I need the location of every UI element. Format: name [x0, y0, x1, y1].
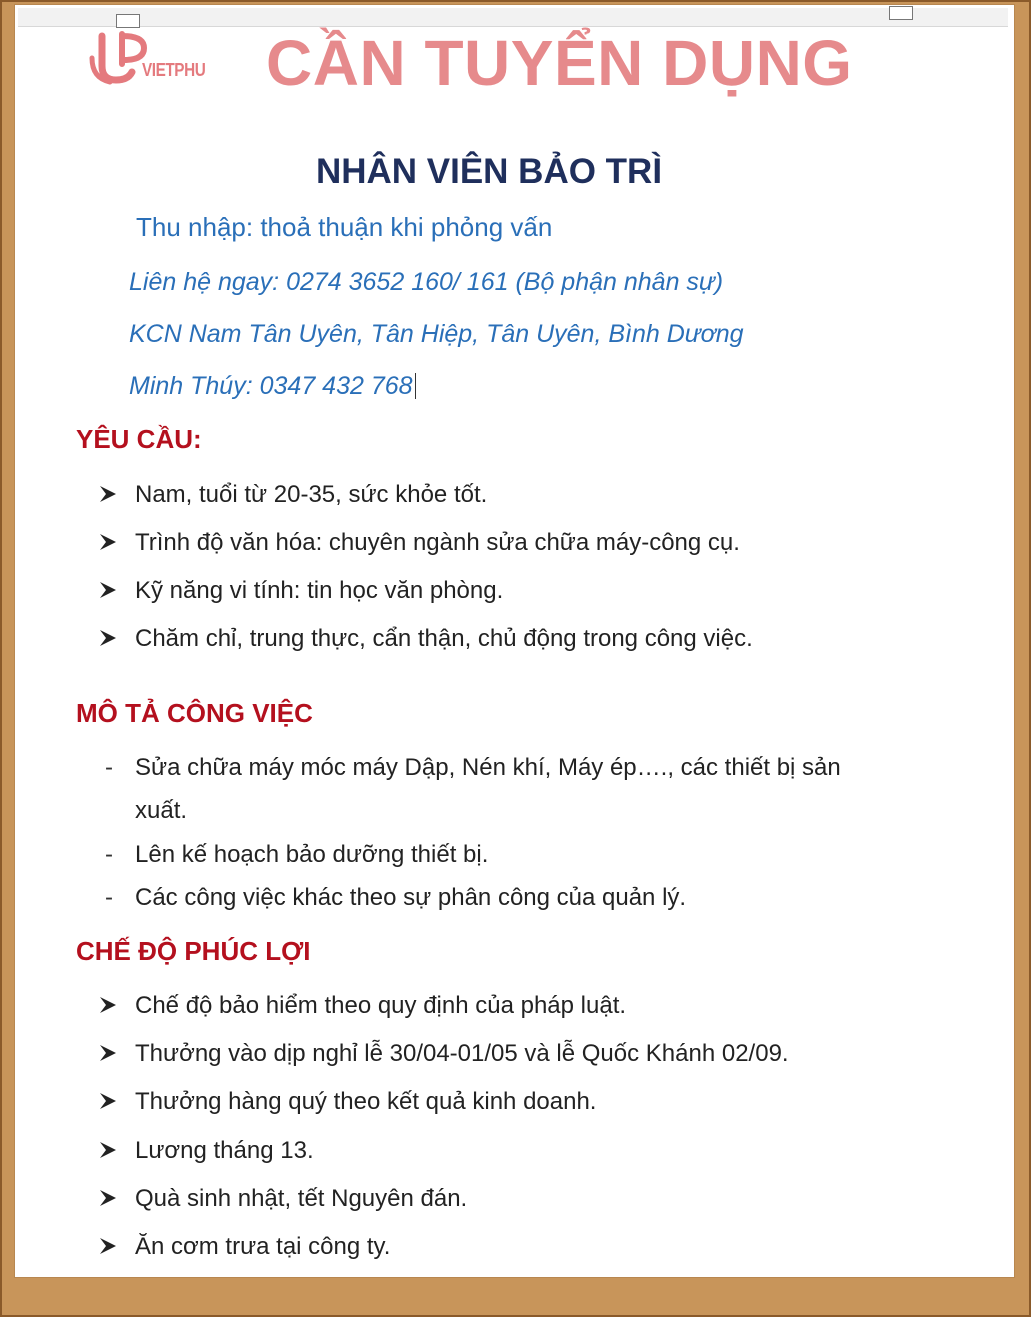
requirements-heading: YÊU CẦU:	[76, 424, 202, 454]
list-item-text: xuất.	[135, 797, 188, 824]
text-cursor	[415, 373, 416, 399]
list-item-text: Nam, tuổi từ 20-35, sức khỏe tốt.	[135, 481, 488, 508]
benefits-heading: CHẾ ĐỘ PHÚC LỢI	[76, 936, 311, 966]
arrow-bullet-icon	[98, 481, 120, 504]
page-top-edge	[18, 8, 1008, 27]
list-item-text: Sửa chữa máy móc máy Dập, Nén khí, Máy ép…., các thiết bị sản	[135, 754, 841, 781]
list-item-text: Quà sinh nhật, tết Nguyên đán.	[135, 1185, 468, 1212]
arrow-bullet-icon	[98, 1040, 120, 1063]
contact-phone: Liên hệ ngay: 0274 3652 160/ 161 (Bộ phận nhân sự)	[129, 268, 724, 296]
arrow-bullet-icon	[98, 992, 120, 1015]
arrow-bullet-icon	[98, 625, 120, 648]
list-item-text: Thưởng hàng quý theo kết quả kinh doanh.	[135, 1088, 597, 1115]
contact-address: KCN Nam Tân Uyên, Tân Hiệp, Tân Uyên, Bình Dương	[129, 320, 744, 348]
arrow-bullet-icon	[98, 1185, 120, 1208]
logo-brand-text: VIETPHU	[142, 60, 206, 80]
headline: CẦN TUYỂN DỤNG	[266, 27, 853, 99]
arrow-bullet-icon	[98, 1233, 120, 1256]
income-line: Thu nhập: thoả thuận khi phỏng vấn	[136, 212, 553, 242]
list-item-text: Kỹ năng vi tính: tin học văn phòng.	[135, 577, 504, 604]
resize-handle-right[interactable]	[889, 6, 913, 20]
dash-bullet: -	[105, 841, 113, 868]
contact-person-text: Minh Thúy: 0347 432 768	[129, 372, 413, 400]
frame-bottom-bar	[14, 1278, 1015, 1308]
list-item-text: Thưởng vào dịp nghỉ lễ 30/04-01/05 và lễ Quốc Khánh 02/09.	[135, 1040, 789, 1067]
list-item-text: Trình độ văn hóa: chuyên ngành sửa chữa máy-công cụ.	[135, 529, 740, 556]
company-logo	[88, 28, 228, 86]
list-item-text: Lương tháng 13.	[135, 1137, 314, 1164]
dash-bullet: -	[105, 884, 113, 911]
list-item-text: Lên kế hoạch bảo dưỡng thiết bị.	[135, 841, 489, 868]
position-title: NHÂN VIÊN BẢO TRÌ	[315, 152, 663, 191]
list-item-text: Chế độ bảo hiểm theo quy định của pháp luật.	[135, 992, 627, 1019]
arrow-bullet-icon	[98, 1137, 120, 1160]
dash-bullet: -	[105, 754, 113, 781]
job-description-heading: MÔ TẢ CÔNG VIỆC	[76, 698, 313, 728]
list-item-text: Ăn cơm trưa tại công ty.	[135, 1233, 391, 1260]
arrow-bullet-icon	[98, 577, 120, 600]
arrow-bullet-icon	[98, 1088, 120, 1111]
contact-person	[129, 372, 416, 401]
list-item-text: Các công việc khác theo sự phân công của quản lý.	[135, 884, 687, 911]
list-item-text: Chăm chỉ, trung thực, cẩn thận, chủ động trong công việc.	[135, 625, 753, 652]
resize-handle-left[interactable]	[116, 14, 140, 28]
arrow-bullet-icon	[98, 529, 120, 552]
